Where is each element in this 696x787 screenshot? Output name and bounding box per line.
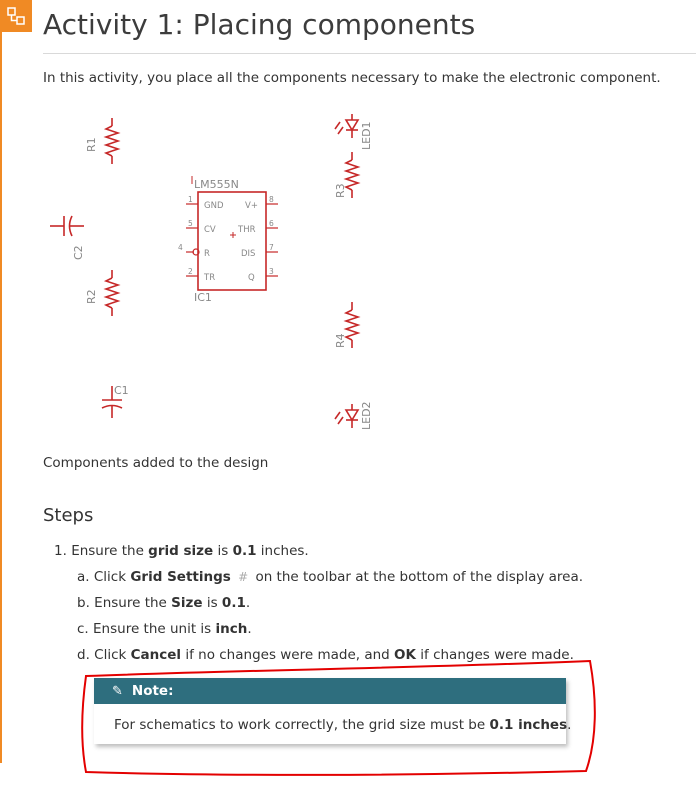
grid-icon: # [238,570,249,584]
step-1c: c. Ensure the unit is inch. [77,621,252,637]
pin-dis: DIS [241,249,256,259]
step-1a: a. Click Grid Settings # on the toolbar at the bottom of the display area. [77,569,584,585]
pin-tr: TR [204,273,216,283]
led-led1 [335,114,358,138]
step-1d: d. Click Cancel if no changes were made, and OK if changes were made. [77,647,574,663]
intro-text: In this activity, you place all the components necessary to make the electronic component. [43,70,661,86]
label-c1: C1 [114,384,129,397]
pin-num-7: 7 [269,243,274,252]
pin-gnd: GND [204,201,224,211]
label-r1: R1 [85,137,98,152]
note-callout [94,678,572,744]
label-r4: R4 [334,333,347,348]
resistor-r1 [106,118,118,164]
label-led1: LED1 [360,121,373,150]
pin-num-4: 4 [178,243,183,252]
pin-num-5: 5 [188,219,193,228]
label-c2: C2 [72,245,85,260]
title-divider [43,53,696,54]
capacitor-c2 [50,216,84,236]
pin-num-1: 1 [188,195,193,204]
pin-r: R [204,249,210,259]
pin-num-8: 8 [269,195,274,204]
resistor-r2 [106,270,118,316]
pin-vplus: V+ [245,201,258,211]
resistor-r4 [346,302,358,348]
pin-num-2: 2 [188,267,193,276]
note-header [94,678,566,704]
pencil-icon: ✎ [112,683,123,699]
steps-heading: Steps [43,505,94,526]
label-r3: R3 [334,183,347,198]
figure-caption: Components added to the design [43,455,269,471]
left-accent-rule [0,0,2,763]
pin-q: Q [248,273,255,283]
page-title: Activity 1: Placing components [43,8,476,41]
ic-ref-label: IC1 [194,291,212,304]
pin-thr: THR [238,225,256,235]
note-body: For schematics to work correctly, the grid size must be 0.1 inches. [114,717,572,733]
note-title: Note: [131,683,174,699]
pin-num-6: 6 [269,219,274,228]
activity-icon [0,0,32,32]
step-1b: b. Ensure the Size is 0.1. [77,595,251,611]
pin-cv: CV [204,225,216,235]
label-led2: LED2 [360,401,373,430]
label-r2: R2 [85,289,98,304]
resistor-r3 [346,152,358,198]
ic-name-label: LM555N [194,178,239,191]
step-1: 1. Ensure the grid size is 0.1 inches. [54,543,309,559]
pin-num-3: 3 [269,267,274,276]
led-led2 [335,404,358,428]
schematic-figure [40,104,400,444]
component-blocks-icon [5,5,27,27]
